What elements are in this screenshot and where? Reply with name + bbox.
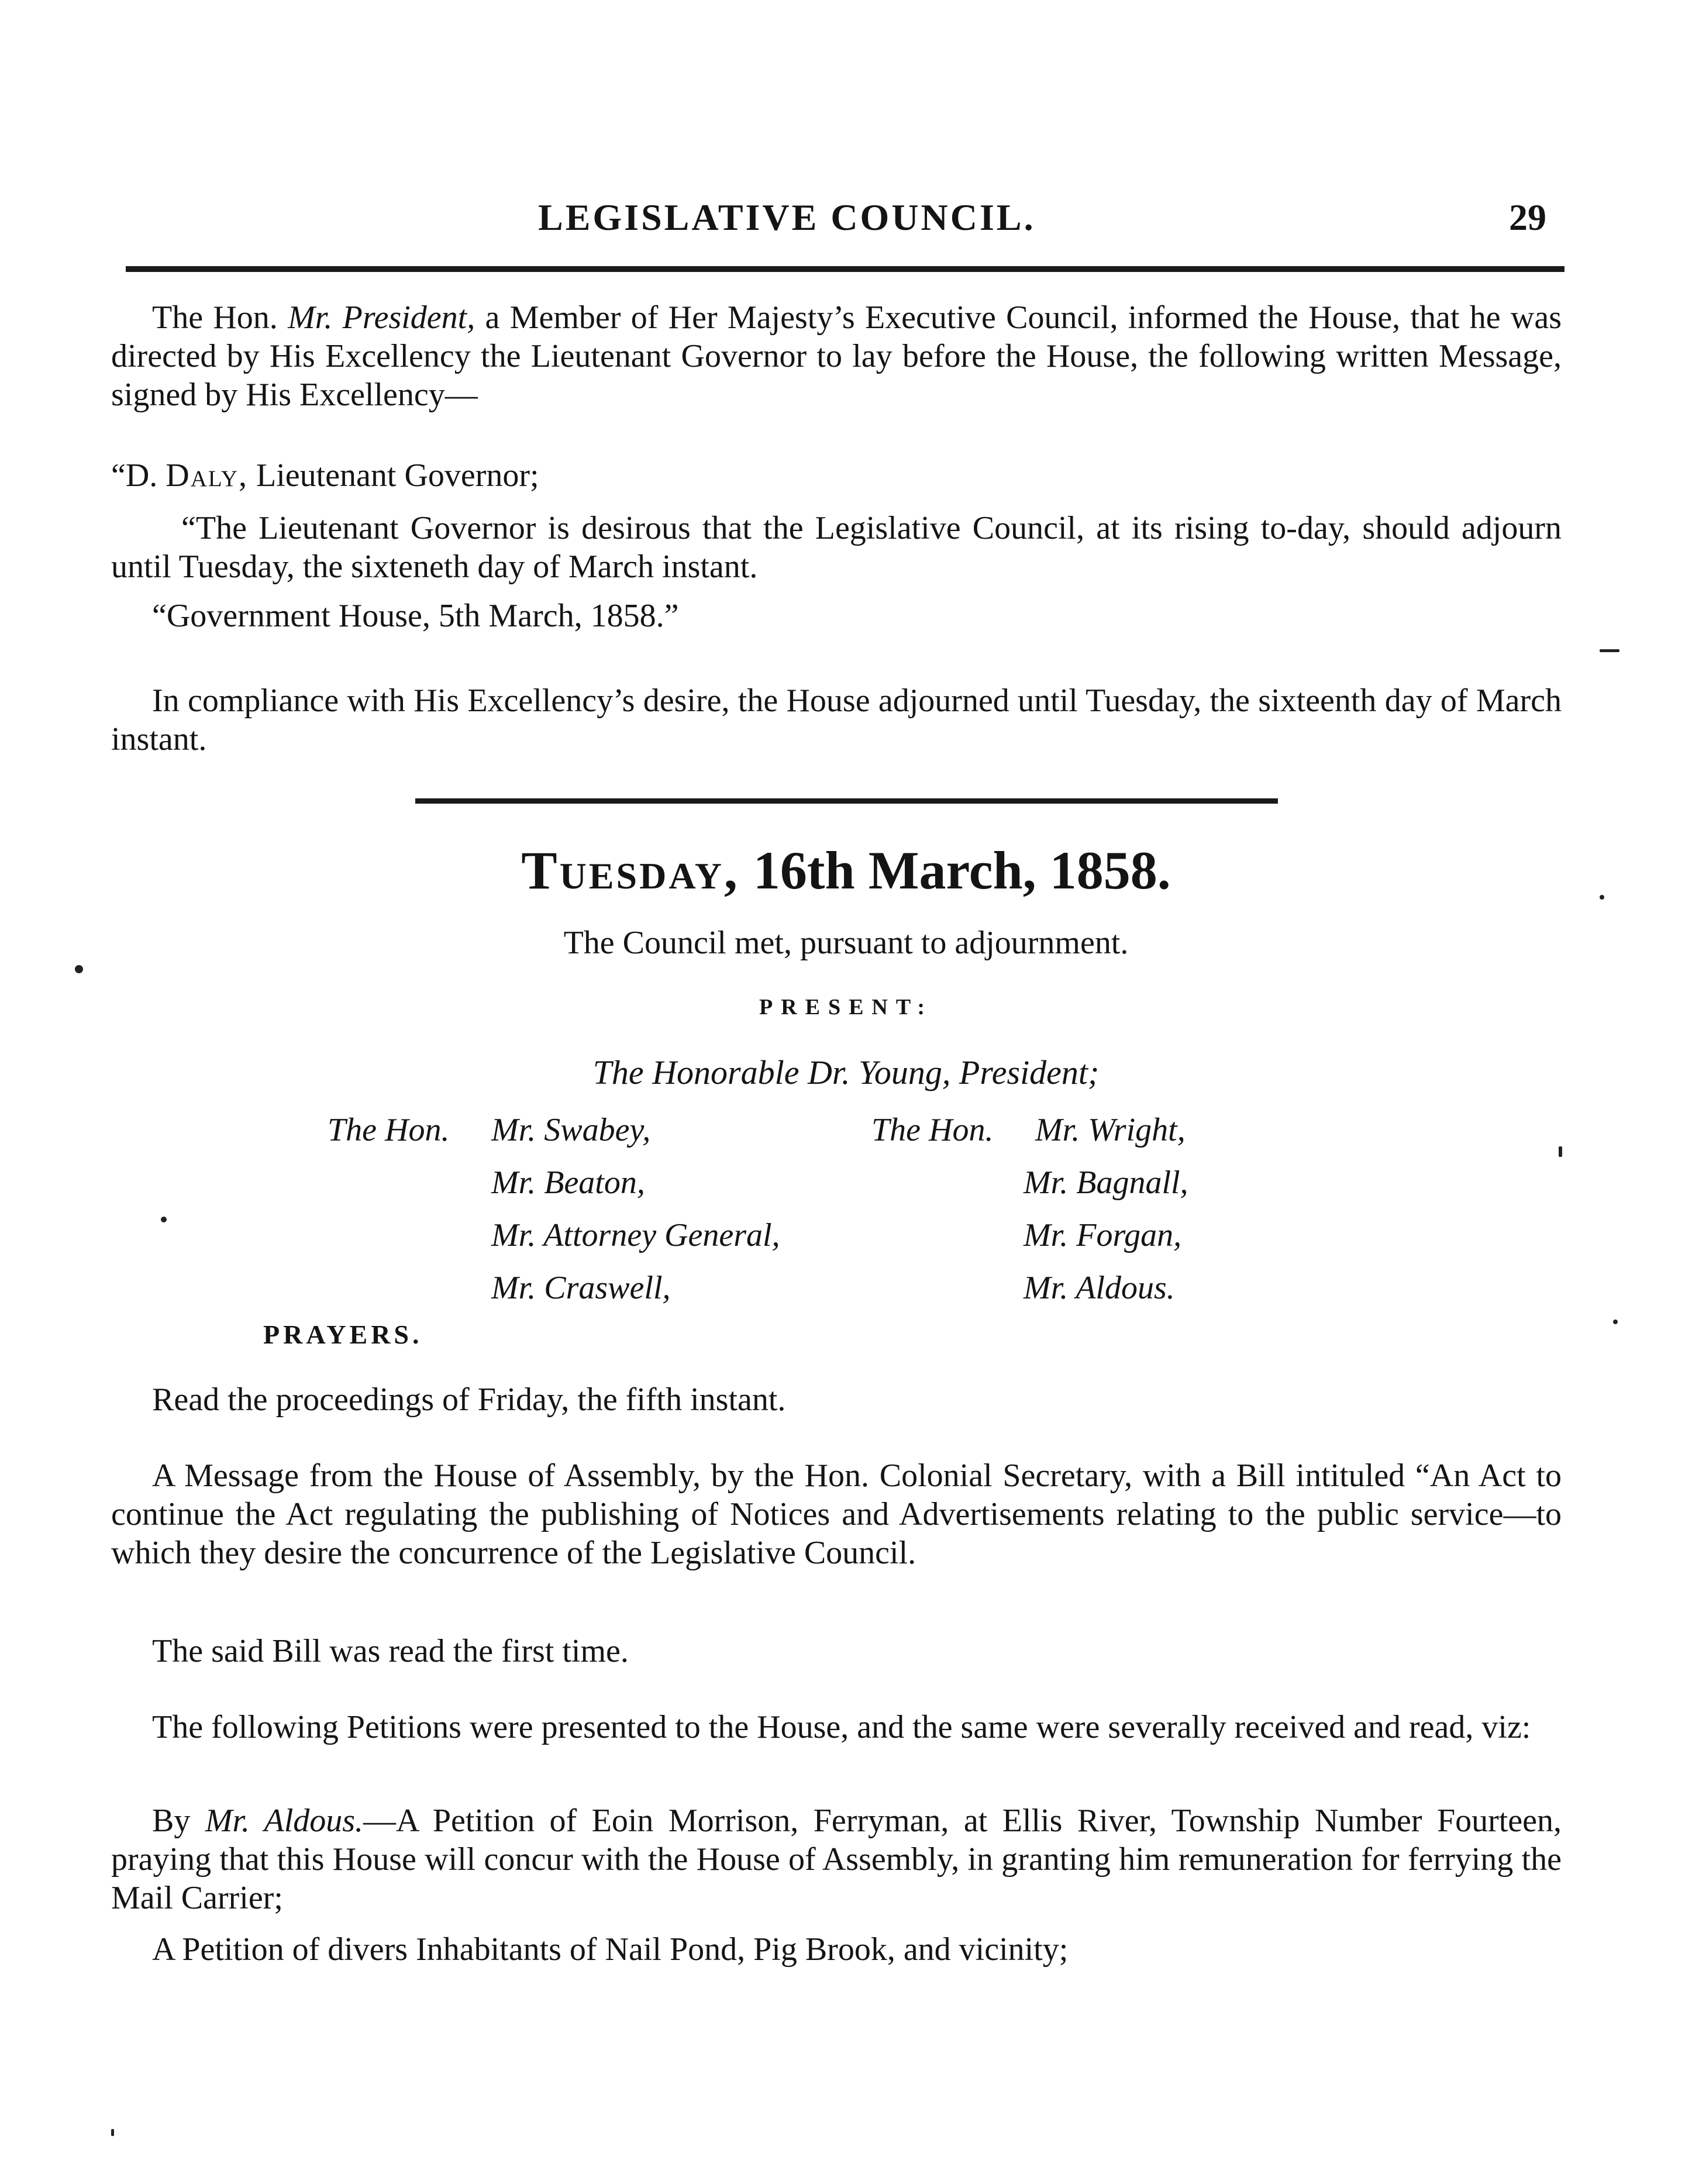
member-right-3: Mr. Forgan,	[1024, 1217, 1182, 1253]
intro-start: The Hon.	[152, 299, 278, 336]
members-left-prefix: The Hon.	[328, 1112, 450, 1148]
scan-speck	[111, 2129, 114, 2136]
petition-1-member: Mr. Aldous.	[205, 1803, 364, 1839]
running-header-title: LEGISLATIVE COUNCIL.	[538, 197, 1036, 238]
prayers-heading: PRAYERS.	[263, 1320, 423, 1349]
first-reading-text: The said Bill was read the first time.	[152, 1633, 629, 1669]
read-proceedings-text: Read the proceedings of Friday, the fifth instant.	[152, 1382, 786, 1418]
intro-president: Mr. President,	[288, 299, 475, 336]
petitions-intro-text: The following Petitions were presented to the House, and the same were severally received and read, viz:	[152, 1709, 1531, 1745]
assembly-message	[111, 1456, 1562, 1572]
member-right-1: Mr. Wright,	[1035, 1112, 1186, 1148]
scan-speck	[75, 965, 83, 973]
message-body-text: “The Lieutenant Governor is desirous that the Legislative Council, at its rising to-day, should adjourn until Tuesday, the sixteneth day of March instant.	[111, 510, 1562, 585]
message-place-date-text: “Government House, 5th March, 1858.”	[152, 598, 679, 634]
petition-1	[111, 1801, 1562, 1917]
page-number: 29	[1509, 197, 1546, 238]
header-rule	[126, 266, 1565, 272]
session-date-heading	[0, 839, 1692, 901]
members-right-prefix: The Hon.	[871, 1112, 994, 1148]
message-signature-open: “D.	[111, 457, 158, 494]
council-met-line: The Council met, pursuant to adjournment.	[563, 925, 1129, 961]
member-right-4: Mr. Aldous.	[1024, 1270, 1175, 1306]
compliance-paragraph	[111, 681, 1562, 759]
scan-speck	[161, 1217, 167, 1222]
intro-paragraph	[111, 298, 1562, 414]
petition-2-text: A Petition of divers Inhabitants of Nail Pond, Pig Brook, and vicinity;	[152, 1931, 1069, 1968]
member-left-1: Mr. Swabey,	[491, 1112, 651, 1148]
compliance-text: In compliance with His Excellency’s desire, the House adjourned until Tuesday, the sixteenth day of March instant.	[111, 683, 1562, 757]
assembly-message-text: A Message from the House of Assembly, by the Hon. Colonial Secretary, with a Bill intituled “An Act to continue the Act regulating the publishing of Notices and Advertisements relating to the public service—to which they desire the concurrence of the Legislative Council.	[111, 1458, 1562, 1571]
session-day: Tuesday,	[521, 840, 740, 900]
scan-speck	[1600, 895, 1604, 900]
session-date: 16th March, 1858.	[753, 840, 1171, 900]
message-body	[111, 509, 1562, 586]
member-right-2: Mr. Bagnall,	[1024, 1165, 1188, 1201]
present-heading: PRESENT:	[759, 995, 933, 1019]
petitions-intro	[111, 1708, 1562, 1746]
petition-2	[111, 1930, 1562, 1969]
message-signature-title: Lieutenant Governor;	[256, 457, 539, 494]
petition-1-by: By	[152, 1803, 191, 1839]
scan-speck	[1559, 1146, 1562, 1157]
petition-1-text: —A Petition of Eoin Morrison, Ferryman, at Ellis River, Township Number Fourteen, praying that this House will concur with the House of Assembly, in granting him remuneration for ferrying the Mail Carrier;	[111, 1803, 1562, 1916]
section-rule	[415, 798, 1278, 804]
member-left-3: Mr. Attorney General,	[491, 1217, 780, 1253]
member-left-4: Mr. Craswell,	[491, 1270, 671, 1306]
president-line: The Honorable Dr. Young, President;	[592, 1053, 1100, 1091]
scan-speck	[1613, 1320, 1618, 1324]
intro-rest: a Member of Her Majesty’s Executive Council, informed the House, that he was directed by His Excellency the Lieutenant Governor to lay before the House, the following written Message, signed by His Excellency—	[111, 299, 1562, 413]
scan-speck	[1600, 649, 1619, 652]
read-proceedings	[111, 1380, 1562, 1419]
message-signature	[111, 456, 1164, 495]
first-reading	[111, 1632, 1562, 1670]
message-place-date	[111, 597, 1281, 635]
member-left-2: Mr. Beaton,	[491, 1165, 645, 1201]
message-signature-name: Daly,	[166, 457, 248, 494]
